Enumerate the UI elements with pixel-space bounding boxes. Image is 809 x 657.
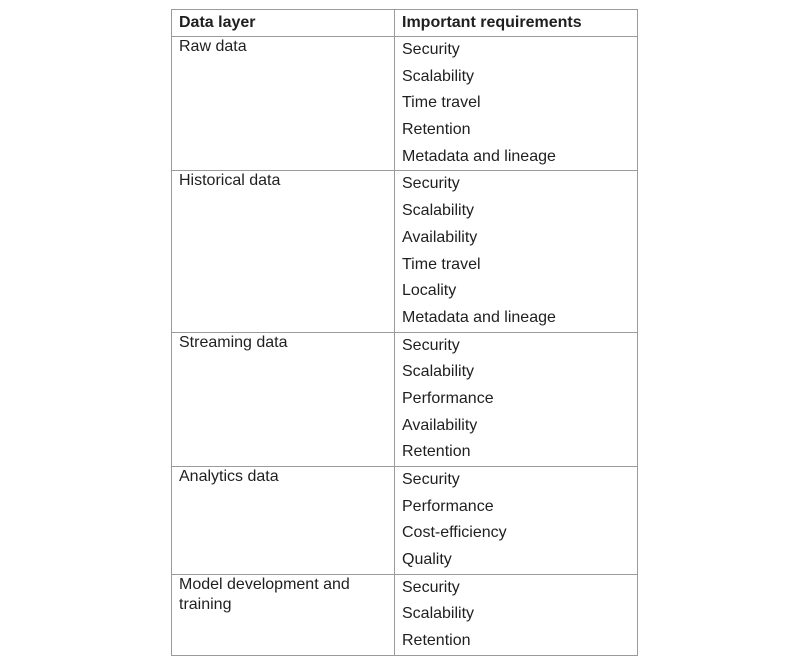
requirement-item: Cost-efficiency [402, 524, 507, 542]
requirement-item: Metadata and lineage [402, 308, 556, 326]
requirement-item: Retention [402, 121, 471, 139]
requirement-item: Locality [402, 282, 457, 300]
requirement-item: Security [402, 336, 460, 354]
requirement-item: Scalability [402, 363, 475, 381]
requirement-item: Scalability [402, 605, 475, 623]
table-row-model-development [172, 574, 638, 655]
requirement-item: Availability [402, 228, 478, 246]
table-row-raw-data [172, 37, 638, 171]
requirement-item: Retention [402, 443, 471, 461]
header-important-requirements: Important requirements [395, 10, 638, 37]
layer-cell: Analytics data [172, 467, 395, 575]
requirement-item: Availability [402, 416, 478, 434]
requirements-cell [395, 332, 638, 466]
layer-cell: Raw data [172, 37, 395, 171]
requirement-item: Performance [402, 389, 494, 407]
table-header-row [172, 10, 638, 37]
requirement-item: Retention [402, 632, 471, 650]
requirement-item: Security [402, 471, 460, 488]
requirements-cell [395, 467, 638, 575]
requirement-item: Security [402, 578, 460, 596]
requirement-item: Security [402, 175, 460, 193]
layer-cell: Streaming data [172, 332, 395, 466]
requirement-item: Scalability [402, 202, 475, 220]
table-row-analytics-data [172, 467, 638, 575]
layer-cell: Model development and training [172, 574, 395, 655]
requirement-item: Performance [402, 497, 494, 515]
requirement-item: Time travel [402, 255, 481, 273]
requirement-item: Time travel [402, 94, 481, 112]
table-row-historical-data [172, 171, 638, 332]
requirements-table [171, 9, 638, 656]
requirement-item: Metadata and lineage [402, 147, 556, 165]
requirement-item: Security [402, 41, 460, 58]
requirements-cell [395, 37, 638, 171]
table-row-streaming-data [172, 332, 638, 466]
header-data-layer: Data layer [172, 10, 395, 37]
requirement-item: Scalability [402, 67, 475, 85]
requirements-cell [395, 171, 638, 332]
requirements-cell [395, 574, 638, 655]
layer-cell: Historical data [172, 171, 395, 332]
requirement-item: Quality [402, 551, 452, 569]
